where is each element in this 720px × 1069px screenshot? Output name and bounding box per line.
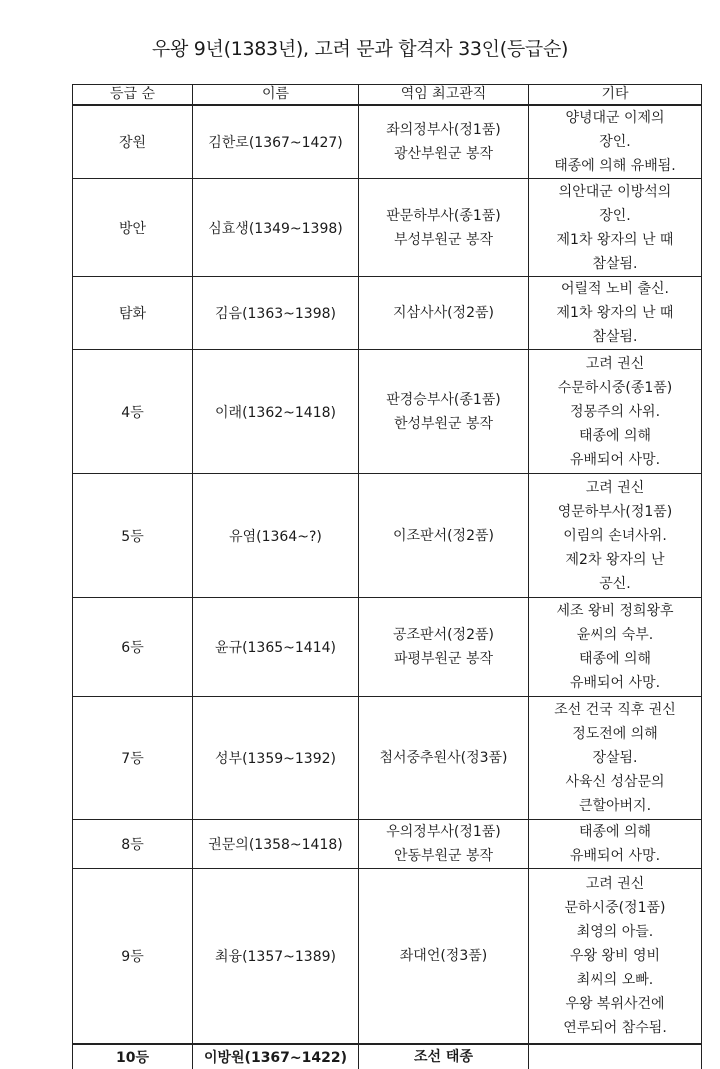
name-cell: 성부(1359~1392) (193, 697, 359, 820)
name-cell: 권문의(1358~1418) (193, 820, 359, 869)
remarks-cell (529, 474, 702, 598)
remarks-line: 태종에 의해 (578, 651, 652, 667)
remarks-line: 영문하부사(정1품) (557, 503, 673, 520)
remarks-line: 태종에 의해 유배됨. (554, 158, 676, 174)
office-line: 조선 태종 (414, 1048, 473, 1065)
office-line: 판경승부사(종1품) (386, 391, 501, 408)
name-cell: 이방원(1367~1422) (193, 1044, 359, 1069)
office-cell (359, 179, 529, 277)
remarks-line: 고려 권신 (585, 479, 645, 496)
rank-cell: 장원 (73, 105, 193, 179)
remarks-line: 윤씨의 숙부. (576, 627, 654, 643)
rank-cell: 6등 (73, 598, 193, 697)
office-cell (359, 1044, 529, 1069)
name-cell: 유염(1364~?) (193, 474, 359, 598)
remarks-cell (529, 1044, 702, 1069)
remarks-line: 참살됨. (592, 329, 638, 345)
rank-cell: 탐화 (73, 277, 193, 350)
remarks-line: 장인. (599, 207, 631, 224)
table-row (73, 1044, 702, 1069)
rank-cell: 10등 (73, 1044, 193, 1069)
table-row (73, 697, 702, 820)
remarks-line: 우왕 복위사건에 (565, 995, 665, 1012)
rank-cell: 8등 (73, 820, 193, 869)
remarks-line: 세조 왕비 정희왕후 (556, 603, 674, 619)
office-line: 이조판서(정2품) (393, 527, 494, 544)
remarks-cell (529, 697, 702, 820)
document-title: 우왕 9년(1383년), 고려 문과 합격자 33인(등급순) (151, 38, 569, 60)
name-cell: 최융(1357~1389) (193, 869, 359, 1044)
remarks-line: 태종에 의해 (578, 824, 652, 840)
table-header-row (73, 85, 702, 106)
remarks-line: 사육신 성삼문의 (565, 774, 665, 790)
remarks-line: 유배되어 사망. (569, 675, 661, 691)
office-line: 첨서중추원사(정3품) (379, 750, 508, 766)
office-line: 파평부원군 봉작 (393, 651, 494, 667)
office-cell (359, 105, 529, 179)
office-line: 부성부원군 봉작 (393, 231, 494, 248)
rank-cell: 5등 (73, 474, 193, 598)
name-cell: 이래(1362~1418) (193, 350, 359, 474)
office-cell (359, 697, 529, 820)
office-line: 좌대언(정3품) (399, 947, 488, 964)
remarks-line: 수문하시중(종1품) (557, 379, 673, 396)
rank-cell: 4등 (73, 350, 193, 474)
remarks-line: 최씨의 오빠. (576, 971, 654, 988)
office-line: 안동부원군 봉작 (393, 848, 494, 864)
table-row (73, 474, 702, 598)
remarks-line: 장살됨. (592, 750, 638, 766)
remarks-line: 유배되어 사망. (569, 451, 661, 468)
remarks-line: 장인. (599, 134, 631, 150)
remarks-line: 최영의 아들. (576, 923, 654, 940)
office-line: 판문하부사(종1품) (386, 207, 501, 224)
header-rank: 등급 순 (73, 85, 193, 106)
remarks-cell (529, 179, 702, 277)
remarks-line: 의안대군 이방석의 (558, 183, 672, 200)
exam-roster-table (72, 84, 702, 1069)
name-cell: 김한로(1367~1427) (193, 105, 359, 179)
remarks-cell (529, 598, 702, 697)
remarks-line: 제1차 왕자의 난 때 (556, 305, 674, 321)
remarks-line: 제2차 왕자의 난 (565, 551, 665, 568)
remarks-line: 문하시중(정1품) (564, 899, 666, 916)
office-cell (359, 474, 529, 598)
table-row (73, 820, 702, 869)
office-cell (359, 598, 529, 697)
name-cell: 윤규(1365~1414) (193, 598, 359, 697)
remarks-cell (529, 350, 702, 474)
table-row (73, 277, 702, 350)
remarks-line: 연루되어 참수됨. (563, 1019, 667, 1036)
rank-cell: 7등 (73, 697, 193, 820)
office-line: 한성부원군 봉작 (393, 415, 494, 432)
remarks-line: 태종에 의해 (578, 427, 652, 444)
remarks-cell (529, 277, 702, 350)
remarks-line: 제1차 왕자의 난 때 (556, 231, 674, 248)
remarks-line: 고려 권신 (585, 875, 645, 892)
remarks-line: 조선 건국 직후 권신 (554, 702, 676, 718)
office-cell (359, 869, 529, 1044)
office-cell (359, 820, 529, 869)
remarks-line: 참살됨. (592, 255, 638, 272)
office-line: 지삼사사(정2품) (393, 305, 494, 321)
office-line: 우의정부사(정1품) (386, 824, 501, 840)
remarks-line: 유배되어 사망. (569, 848, 661, 864)
name-cell: 김음(1363~1398) (193, 277, 359, 350)
remarks-line: 정몽주의 사위. (569, 403, 661, 420)
remarks-line: 이림의 손녀사위. (563, 527, 667, 544)
remarks-cell (529, 820, 702, 869)
table-row (73, 179, 702, 277)
table-body (73, 105, 702, 1069)
table-row (73, 105, 702, 179)
remarks-line: 우왕 왕비 영비 (569, 947, 661, 964)
header-office: 역임 최고관직 (359, 85, 529, 106)
office-line: 공조판서(정2품) (393, 627, 494, 643)
remarks-line: 공신. (599, 575, 631, 592)
table-row (73, 598, 702, 697)
table-row (73, 869, 702, 1044)
remarks-cell (529, 105, 702, 179)
rank-cell: 방안 (73, 179, 193, 277)
office-line: 좌의정부사(정1품) (386, 122, 501, 138)
office-cell (359, 350, 529, 474)
remarks-line: 어릴적 노비 출신. (560, 281, 670, 297)
header-name: 이름 (193, 85, 359, 106)
remarks-line: 정도전에 의해 (572, 726, 658, 742)
table-row (73, 350, 702, 474)
remarks-cell (529, 869, 702, 1044)
office-cell (359, 277, 529, 350)
office-line: 광산부원군 봉작 (393, 146, 494, 162)
name-cell: 심효생(1349~1398) (193, 179, 359, 277)
remarks-line: 큰할아버지. (578, 798, 652, 814)
remarks-line: 고려 권신 (585, 355, 645, 372)
header-remarks: 기타 (529, 85, 702, 106)
rank-cell: 9등 (73, 869, 193, 1044)
remarks-line: 양녕대군 이제의 (565, 110, 665, 126)
